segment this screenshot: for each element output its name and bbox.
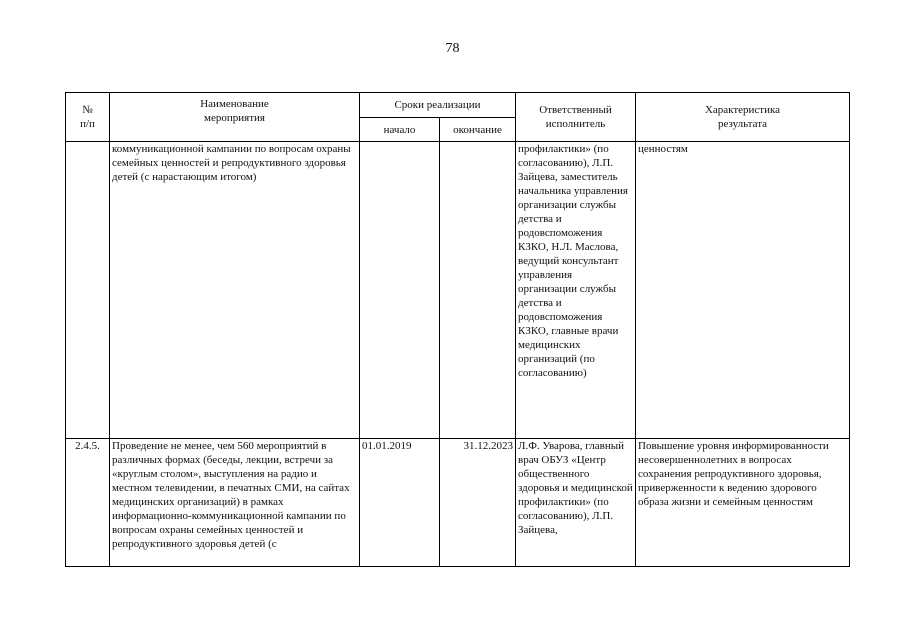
header-name: Наименование мероприятия <box>110 93 360 142</box>
row-num <box>66 142 110 439</box>
header-terms: Сроки реализации <box>360 93 516 118</box>
row-name: коммуникационной кампании по вопросам охраны семейных ценностей и репродуктивного здоровья детей (с нарастающим итогом) <box>110 142 360 439</box>
table-row <box>66 439 850 567</box>
table-row <box>66 142 850 439</box>
row-num: 2.4.5. <box>66 439 110 567</box>
header-num: № п/п <box>66 93 110 142</box>
header-responsible: Ответственный исполнитель <box>516 93 636 142</box>
row-result: Повышение уровня информированности несовершеннолетних в вопросах сохранения репродуктивного здоровья, приверженности к ведению здорового образа жизни и семейным ценностям <box>636 439 850 567</box>
header-start: начало <box>360 118 440 142</box>
row-name: Проведение не менее, чем 560 мероприятий в различных формах (беседы, лекции, встречи за «круглым столом», выступления на радио и местном телевидении, в печатных СМИ, на сайтах медицинских организаций) в рамках информационно-коммуникационной кампании по вопросам охраны семейных ценностей и репродуктивного здоровья детей (с <box>110 439 360 567</box>
row-start <box>360 142 440 439</box>
header-end: окончание <box>440 118 516 142</box>
row-responsible: профилактики» (по согласованию), Л.П. Зайцева, заместитель начальника управления организации службы детства и родовспоможения КЗКО, Н.Л. Маслова, ведущий консультант управления организации службы детства и родовспоможения КЗКО, главные врачи медицинских организаций (по согласованию) <box>516 142 636 439</box>
row-responsible: Л.Ф. Уварова, главный врач ОБУЗ «Центр общественного здоровья и медицинской профилактики» (по согласованию), Л.П. Зайцева, <box>516 439 636 567</box>
row-end: 31.12.2023 <box>440 439 516 567</box>
row-result: ценностям <box>636 142 850 439</box>
header-result: Характеристика результата <box>636 93 850 142</box>
page-number: 78 <box>445 41 460 56</box>
row-start: 01.01.2019 <box>360 439 440 567</box>
row-end <box>440 142 516 439</box>
plan-table <box>65 92 850 567</box>
